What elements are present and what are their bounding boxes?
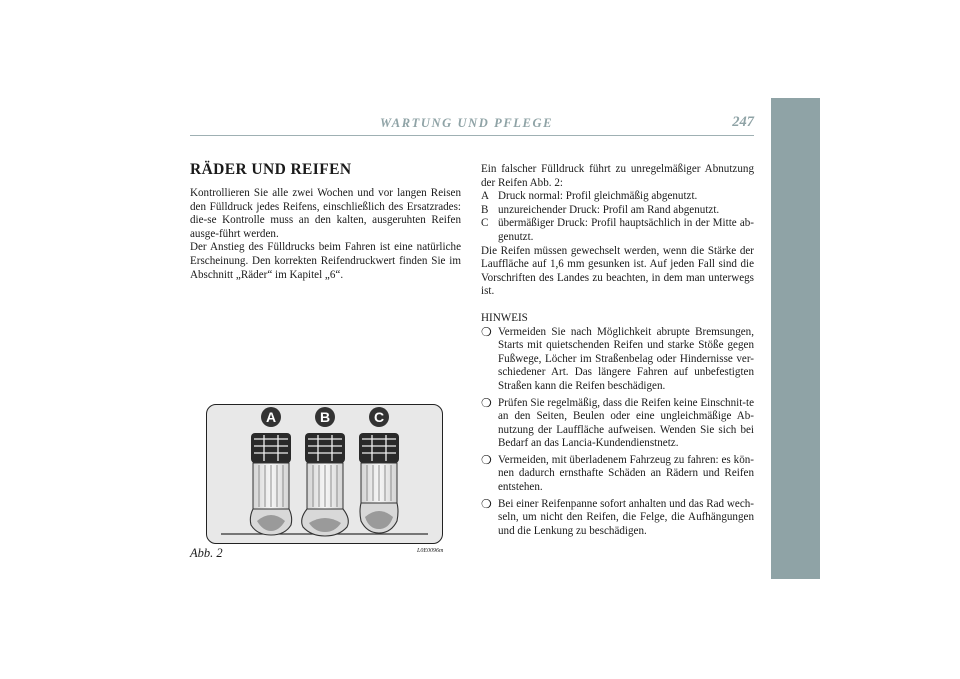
label-b: B (319, 409, 331, 425)
bullet-text: Prüfen Sie regelmäßig, dass die Reifen keine Einschnit-te an den Seiten, Beulen oder eine ungleichmäßige Ab-nutzung der Lauffläche aufweisen. Wenden Sie sich bei Bedarf an das Lancia-Kundendienstnetz. (498, 396, 754, 450)
tire-wear-illustration (206, 404, 443, 544)
tire-a (250, 433, 291, 535)
tire-wear-drawing (207, 405, 442, 543)
header-rule (190, 135, 754, 136)
right-column (481, 163, 754, 541)
list-item (481, 454, 754, 495)
item-key: B (481, 203, 489, 216)
tire-b (302, 433, 349, 536)
figure-caption: Abb. 2 (190, 546, 223, 560)
paragraph: Die Reifen müssen gewechselt werden, wenn die Stärke der Lauffläche auf 1,6 mm gesunken ist. Auf jeden Fall sind die Vorschriften des Landes zu beachten, in dem man unterwegs ist. (481, 244, 754, 298)
chapter-side-tab (771, 98, 820, 579)
list-item (481, 190, 754, 204)
bullet-icon: ❍ (481, 395, 492, 410)
label-c: C (373, 409, 385, 425)
item-text: unzureichender Druck: Profil am Rand abgenutzt. (498, 203, 720, 216)
bullet-text: Bei einer Reifenpanne sofort anhalten und das Rad wech-seln, um nicht den Reifen, die Felge, die Aufhängungen und die Lenkung zu beschädigen. (498, 497, 754, 537)
intro-paragraph: Ein falscher Fülldruck führt zu unregelmäßiger Abnutzung der Reifen Abb. 2: (481, 163, 754, 189)
list-item (481, 204, 754, 218)
paragraph: Kontrollieren Sie alle zwei Wochen und vor langen Reisen den Fülldruck jedes Reifens, einschließlich des Ersatzrades: die-se Kontrolle muss an den kalten, ausgeruhten Reifen ausge-führt werden. (190, 187, 461, 240)
left-column (190, 187, 461, 282)
item-key: C (481, 217, 489, 230)
list-item (481, 397, 754, 451)
bullet-icon: ❍ (481, 452, 492, 467)
bullet-icon: ❍ (481, 324, 492, 339)
bullet-text: Vermeiden, mit überladenem Fahrzeug zu fahren: es kön-nen dadurch ernsthafte Schäden an Rädern und Reifen entstehen. (498, 453, 754, 494)
bullet-icon: ❍ (481, 496, 492, 511)
item-text: übermäßiger Druck: Profil hauptsächlich in der Mitte ab-genutzt. (498, 217, 754, 243)
bullet-text: Vermeiden Sie nach Möglichkeit abrupte Bremsungen, Starts mit quietschenden Reifen und starke Stöße gegen Fußwege, Löcher im Straßenbelag oder Hindernisse ver-schiedener Art. Das längere Fahren auf unbefestigten Straßen kann die Reifen beschädigen. (498, 325, 754, 392)
list-item (481, 498, 754, 539)
label-a: A (265, 409, 277, 425)
note-title: HINWEIS (481, 311, 528, 324)
page-number: 247 (732, 114, 754, 130)
list-item (481, 326, 754, 394)
section-heading: RÄDER UND REIFEN (190, 161, 352, 178)
page-header (190, 116, 754, 136)
paragraph: Der Anstieg des Fülldrucks beim Fahren ist eine natürliche Erscheinung. Den korrekten Reifendruckwert finden Sie im Abschnitt „Räder“ im Kapitel „6“. (190, 241, 461, 281)
item-text: Druck normal: Profil gleichmäßig abgenutzt. (498, 190, 698, 203)
item-key: A (481, 190, 490, 203)
section-title: WARTUNG UND PFLEGE (380, 116, 554, 130)
figure-code: L0E0096m (417, 548, 444, 554)
list-item (481, 217, 754, 244)
tire-c (359, 433, 399, 533)
